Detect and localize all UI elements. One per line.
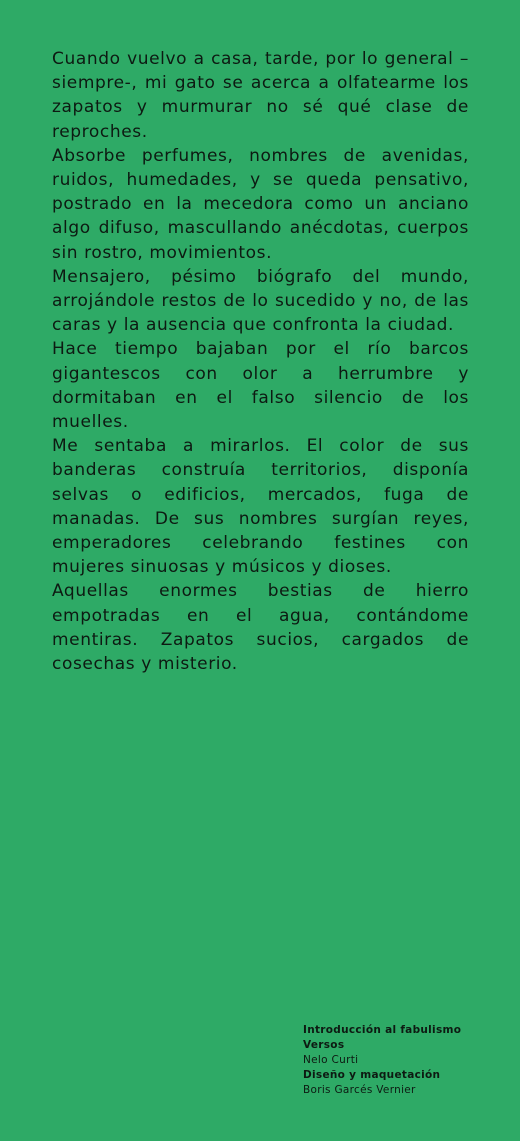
poem-paragraph: Aquellas enormes bestias de hierro empotradas en el agua, contándome mentiras. Zapatos sucios, cargados de cosechas y misterio. xyxy=(52,581,469,675)
poem-paragraph: Absorbe perfumes, nombres de avenidas, ruidos, humedades, y se queda pensativo, postrado en la mecedora como un anciano algo difuso, mascullando anécdotas, cuerpos sin rostro, movimientos. xyxy=(52,145,469,263)
colophon xyxy=(303,1023,503,1098)
poem-paragraph: Mensajero, pésimo biógrafo del mundo, arrojándole restos de lo sucedido y no, de las caras y la ausencia que confronta la ciudad. xyxy=(52,266,469,336)
author-name: Nelo Curti xyxy=(303,1054,359,1066)
book-title: Introducción al fabulismo xyxy=(303,1024,462,1036)
designer-name: Boris Garcés Vernier xyxy=(303,1084,416,1096)
collection-name: Versos xyxy=(303,1039,345,1051)
poem-text xyxy=(52,47,469,676)
design-label: Diseño y maquetación xyxy=(303,1069,441,1081)
poem-paragraph: Hace tiempo bajaban por el río barcos gigantescos con olor a herrumbre y dormitaban en el falso silencio de los muelles. xyxy=(52,339,469,433)
poem-paragraph: Cuando vuelvo a casa, tarde, por lo general –siempre-, mi gato se acerca a olfatearme los zapatos y murmurar no sé qué clase de reproches. xyxy=(52,49,469,142)
poem-paragraph: Me sentaba a mirarlos. El color de sus banderas construía territorios, disponía selvas o edificios, mercados, fuga de manadas. De sus nombres surgían reyes, emperadores celebrando festines con mujeres sinuosas y músicos y dioses. xyxy=(52,436,469,578)
